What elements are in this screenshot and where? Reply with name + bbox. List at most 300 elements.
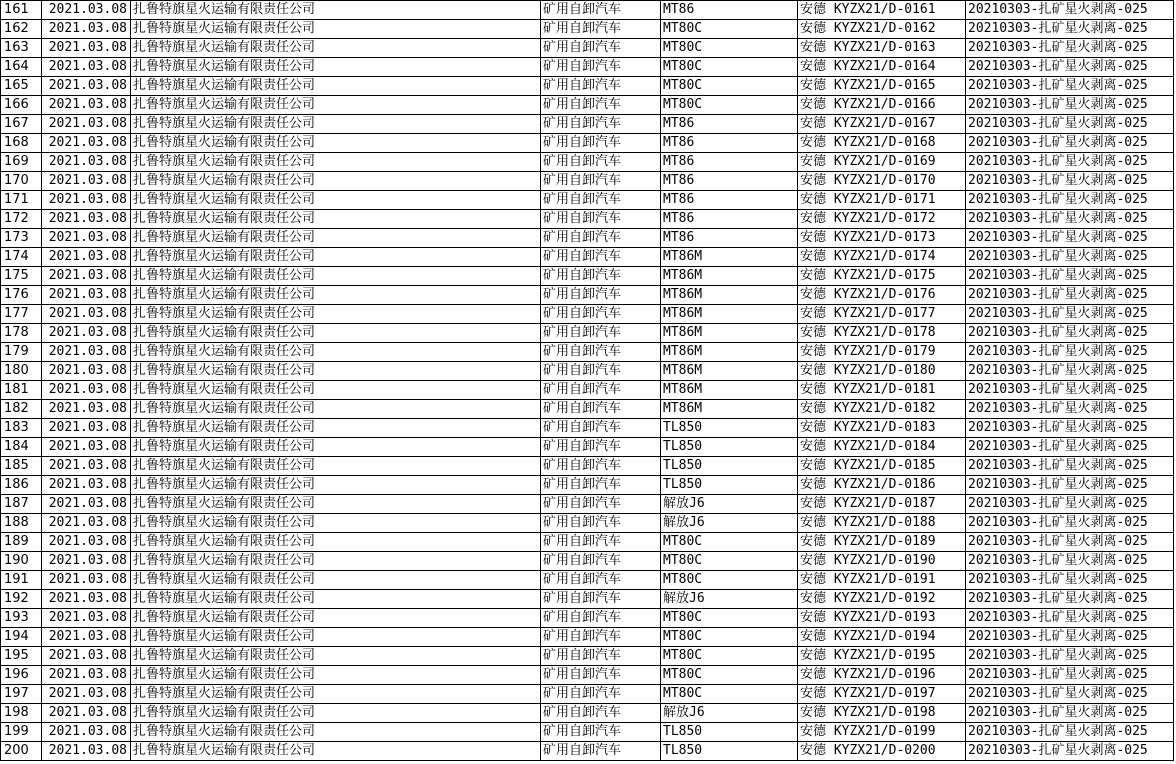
certificate-number-cell[interactable]: 安德 KYZX21/D-0178 — [798, 324, 966, 343]
vehicle-type-cell[interactable]: 矿用自卸汽车 — [541, 609, 661, 628]
certificate-number-cell[interactable]: 安德 KYZX21/D-0175 — [798, 267, 966, 286]
row-number-cell[interactable]: 176 — [1, 286, 42, 305]
model-cell[interactable]: MT86M — [661, 362, 798, 381]
batch-code-cell[interactable]: 20210303-扎矿星火剥离-025 — [966, 628, 1174, 647]
company-cell[interactable]: 扎鲁特旗星火运输有限责任公司 — [131, 685, 541, 704]
table-row — [1, 704, 1174, 723]
row-number-cell[interactable]: 178 — [1, 324, 42, 343]
batch-code-cell[interactable]: 20210303-扎矿星火剥离-025 — [966, 210, 1174, 229]
date-cell[interactable]: 2021.03.08 — [42, 20, 131, 39]
certificate-number-cell[interactable]: 安德 KYZX21/D-0188 — [798, 514, 966, 533]
date-cell[interactable]: 2021.03.08 — [42, 628, 131, 647]
model-cell[interactable]: MT80C — [661, 628, 798, 647]
company-cell[interactable]: 扎鲁特旗星火运输有限责任公司 — [131, 362, 541, 381]
certificate-number-cell[interactable]: 安德 KYZX21/D-0196 — [798, 666, 966, 685]
certificate-number-cell[interactable]: 安德 KYZX21/D-0197 — [798, 685, 966, 704]
model-cell[interactable]: TL850 — [661, 419, 798, 438]
row-number-cell[interactable]: 172 — [1, 210, 42, 229]
company-cell[interactable]: 扎鲁特旗星火运输有限责任公司 — [131, 1, 541, 20]
row-number-cell[interactable]: 192 — [1, 590, 42, 609]
certificate-number-cell[interactable]: 安德 KYZX21/D-0190 — [798, 552, 966, 571]
date-cell[interactable]: 2021.03.08 — [42, 58, 131, 77]
batch-code-cell[interactable]: 20210303-扎矿星火剥离-025 — [966, 571, 1174, 590]
company-cell[interactable]: 扎鲁特旗星火运输有限责任公司 — [131, 438, 541, 457]
vehicle-type-cell[interactable]: 矿用自卸汽车 — [541, 324, 661, 343]
company-cell[interactable]: 扎鲁特旗星火运输有限责任公司 — [131, 419, 541, 438]
model-cell[interactable]: 解放J6 — [661, 590, 798, 609]
model-cell[interactable]: MT86 — [661, 229, 798, 248]
batch-code-cell[interactable]: 20210303-扎矿星火剥离-025 — [966, 305, 1174, 324]
certificate-number-cell[interactable]: 安德 KYZX21/D-0170 — [798, 172, 966, 191]
vehicle-type-cell[interactable]: 矿用自卸汽车 — [541, 457, 661, 476]
model-cell[interactable]: MT86M — [661, 305, 798, 324]
company-cell[interactable]: 扎鲁特旗星火运输有限责任公司 — [131, 514, 541, 533]
company-cell[interactable]: 扎鲁特旗星火运输有限责任公司 — [131, 305, 541, 324]
date-cell[interactable]: 2021.03.08 — [42, 723, 131, 742]
date-cell[interactable]: 2021.03.08 — [42, 191, 131, 210]
row-number-cell[interactable]: 186 — [1, 476, 42, 495]
row-number-cell[interactable]: 187 — [1, 495, 42, 514]
vehicle-type-cell[interactable]: 矿用自卸汽车 — [541, 210, 661, 229]
batch-code-cell[interactable]: 20210303-扎矿星火剥离-025 — [966, 685, 1174, 704]
company-cell[interactable]: 扎鲁特旗星火运输有限责任公司 — [131, 457, 541, 476]
vehicle-type-cell[interactable]: 矿用自卸汽车 — [541, 381, 661, 400]
company-cell[interactable]: 扎鲁特旗星火运输有限责任公司 — [131, 723, 541, 742]
company-cell[interactable]: 扎鲁特旗星火运输有限责任公司 — [131, 647, 541, 666]
table-row — [1, 248, 1174, 267]
model-cell[interactable]: TL850 — [661, 476, 798, 495]
batch-code-cell[interactable]: 20210303-扎矿星火剥离-025 — [966, 324, 1174, 343]
row-number-cell[interactable]: 200 — [1, 742, 42, 761]
batch-code-cell[interactable]: 20210303-扎矿星火剥离-025 — [966, 134, 1174, 153]
table-row — [1, 647, 1174, 666]
vehicle-type-cell[interactable]: 矿用自卸汽车 — [541, 20, 661, 39]
row-number-cell[interactable]: 182 — [1, 400, 42, 419]
batch-code-cell[interactable]: 20210303-扎矿星火剥离-025 — [966, 704, 1174, 723]
certificate-number-cell[interactable]: 安德 KYZX21/D-0172 — [798, 210, 966, 229]
certificate-number-cell[interactable]: 安德 KYZX21/D-0194 — [798, 628, 966, 647]
row-number-cell[interactable]: 171 — [1, 191, 42, 210]
certificate-number-cell[interactable]: 安德 KYZX21/D-0193 — [798, 609, 966, 628]
date-cell[interactable]: 2021.03.08 — [42, 666, 131, 685]
row-number-cell[interactable]: 164 — [1, 58, 42, 77]
batch-code-cell[interactable]: 20210303-扎矿星火剥离-025 — [966, 419, 1174, 438]
date-cell[interactable]: 2021.03.08 — [42, 324, 131, 343]
certificate-number-cell[interactable]: 安德 KYZX21/D-0180 — [798, 362, 966, 381]
model-cell[interactable]: MT80C — [661, 533, 798, 552]
vehicle-type-cell[interactable]: 矿用自卸汽车 — [541, 400, 661, 419]
company-cell[interactable]: 扎鲁特旗星火运输有限责任公司 — [131, 666, 541, 685]
company-cell[interactable]: 扎鲁特旗星火运输有限责任公司 — [131, 571, 541, 590]
certificate-number-cell[interactable]: 安德 KYZX21/D-0198 — [798, 704, 966, 723]
row-number-cell[interactable]: 191 — [1, 571, 42, 590]
date-cell[interactable]: 2021.03.08 — [42, 248, 131, 267]
model-cell[interactable]: MT86M — [661, 400, 798, 419]
company-cell[interactable]: 扎鲁特旗星火运输有限责任公司 — [131, 229, 541, 248]
batch-code-cell[interactable]: 20210303-扎矿星火剥离-025 — [966, 647, 1174, 666]
vehicle-type-cell[interactable]: 矿用自卸汽车 — [541, 1, 661, 20]
model-cell[interactable]: MT80C — [661, 20, 798, 39]
row-number-cell[interactable]: 196 — [1, 666, 42, 685]
certificate-number-cell[interactable]: 安德 KYZX21/D-0165 — [798, 77, 966, 96]
batch-code-cell[interactable]: 20210303-扎矿星火剥离-025 — [966, 400, 1174, 419]
table-row — [1, 172, 1174, 191]
vehicle-type-cell[interactable]: 矿用自卸汽车 — [541, 495, 661, 514]
model-cell[interactable]: MT86 — [661, 115, 798, 134]
certificate-number-cell[interactable]: 安德 KYZX21/D-0184 — [798, 438, 966, 457]
row-number-cell[interactable]: 197 — [1, 685, 42, 704]
company-cell[interactable]: 扎鲁特旗星火运输有限责任公司 — [131, 248, 541, 267]
table-row — [1, 39, 1174, 58]
batch-code-cell[interactable]: 20210303-扎矿星火剥离-025 — [966, 723, 1174, 742]
date-cell[interactable]: 2021.03.08 — [42, 210, 131, 229]
row-number-cell[interactable]: 199 — [1, 723, 42, 742]
model-cell[interactable]: MT80C — [661, 647, 798, 666]
table-row — [1, 723, 1174, 742]
certificate-number-cell[interactable]: 安德 KYZX21/D-0189 — [798, 533, 966, 552]
certificate-number-cell[interactable]: 安德 KYZX21/D-0173 — [798, 229, 966, 248]
row-number-cell[interactable]: 177 — [1, 305, 42, 324]
batch-code-cell[interactable]: 20210303-扎矿星火剥离-025 — [966, 229, 1174, 248]
batch-code-cell[interactable]: 20210303-扎矿星火剥离-025 — [966, 191, 1174, 210]
model-cell[interactable]: MT86 — [661, 210, 798, 229]
model-cell[interactable]: MT86 — [661, 191, 798, 210]
batch-code-cell[interactable]: 20210303-扎矿星火剥离-025 — [966, 590, 1174, 609]
certificate-number-cell[interactable]: 安德 KYZX21/D-0171 — [798, 191, 966, 210]
batch-code-cell[interactable]: 20210303-扎矿星火剥离-025 — [966, 609, 1174, 628]
date-cell[interactable]: 2021.03.08 — [42, 533, 131, 552]
model-cell[interactable]: TL850 — [661, 742, 798, 761]
certificate-number-cell[interactable]: 安德 KYZX21/D-0179 — [798, 343, 966, 362]
company-cell[interactable]: 扎鲁特旗星火运输有限责任公司 — [131, 343, 541, 362]
date-cell[interactable]: 2021.03.08 — [42, 552, 131, 571]
certificate-number-cell[interactable]: 安德 KYZX21/D-0174 — [798, 248, 966, 267]
date-cell[interactable]: 2021.03.08 — [42, 571, 131, 590]
model-cell[interactable]: MT80C — [661, 666, 798, 685]
row-number-cell[interactable]: 188 — [1, 514, 42, 533]
model-cell[interactable]: 解放J6 — [661, 514, 798, 533]
date-cell[interactable]: 2021.03.08 — [42, 229, 131, 248]
vehicle-type-cell[interactable]: 矿用自卸汽车 — [541, 286, 661, 305]
model-cell[interactable]: MT86M — [661, 248, 798, 267]
vehicle-type-cell[interactable]: 矿用自卸汽车 — [541, 58, 661, 77]
batch-code-cell[interactable]: 20210303-扎矿星火剥离-025 — [966, 742, 1174, 761]
vehicle-type-cell[interactable]: 矿用自卸汽车 — [541, 419, 661, 438]
certificate-number-cell[interactable]: 安德 KYZX21/D-0169 — [798, 153, 966, 172]
date-cell[interactable]: 2021.03.08 — [42, 172, 131, 191]
company-cell[interactable]: 扎鲁特旗星火运输有限责任公司 — [131, 400, 541, 419]
batch-code-cell[interactable]: 20210303-扎矿星火剥离-025 — [966, 457, 1174, 476]
row-number-cell[interactable]: 180 — [1, 362, 42, 381]
vehicle-type-cell[interactable]: 矿用自卸汽车 — [541, 685, 661, 704]
row-number-cell[interactable]: 168 — [1, 134, 42, 153]
certificate-number-cell[interactable]: 安德 KYZX21/D-0181 — [798, 381, 966, 400]
row-number-cell[interactable]: 175 — [1, 267, 42, 286]
company-cell[interactable]: 扎鲁特旗星火运输有限责任公司 — [131, 267, 541, 286]
batch-code-cell[interactable]: 20210303-扎矿星火剥离-025 — [966, 381, 1174, 400]
batch-code-cell[interactable]: 20210303-扎矿星火剥离-025 — [966, 533, 1174, 552]
company-cell[interactable]: 扎鲁特旗星火运输有限责任公司 — [131, 704, 541, 723]
certificate-number-cell[interactable]: 安德 KYZX21/D-0187 — [798, 495, 966, 514]
model-cell[interactable]: MT86 — [661, 172, 798, 191]
vehicle-type-cell[interactable]: 矿用自卸汽车 — [541, 343, 661, 362]
batch-code-cell[interactable]: 20210303-扎矿星火剥离-025 — [966, 58, 1174, 77]
table-row — [1, 495, 1174, 514]
table-row — [1, 96, 1174, 115]
date-cell[interactable]: 2021.03.08 — [42, 305, 131, 324]
certificate-number-cell[interactable]: 安德 KYZX21/D-0161 — [798, 1, 966, 20]
model-cell[interactable]: 解放J6 — [661, 704, 798, 723]
vehicle-type-cell[interactable]: 矿用自卸汽车 — [541, 115, 661, 134]
vehicle-type-cell[interactable]: 矿用自卸汽车 — [541, 191, 661, 210]
table-row — [1, 1, 1174, 20]
vehicle-type-cell[interactable]: 矿用自卸汽车 — [541, 229, 661, 248]
vehicle-type-cell[interactable]: 矿用自卸汽车 — [541, 533, 661, 552]
batch-code-cell[interactable]: 20210303-扎矿星火剥离-025 — [966, 514, 1174, 533]
model-cell[interactable]: MT80C — [661, 685, 798, 704]
vehicle-type-cell[interactable]: 矿用自卸汽车 — [541, 134, 661, 153]
company-cell[interactable]: 扎鲁特旗星火运输有限责任公司 — [131, 324, 541, 343]
certificate-number-cell[interactable]: 安德 KYZX21/D-0162 — [798, 20, 966, 39]
row-number-cell[interactable]: 185 — [1, 457, 42, 476]
certificate-number-cell[interactable]: 安德 KYZX21/D-0163 — [798, 39, 966, 58]
company-cell[interactable]: 扎鲁特旗星火运输有限责任公司 — [131, 609, 541, 628]
model-cell[interactable]: MT86M — [661, 343, 798, 362]
row-number-cell[interactable]: 173 — [1, 229, 42, 248]
batch-code-cell[interactable]: 20210303-扎矿星火剥离-025 — [966, 172, 1174, 191]
model-cell[interactable]: MT86 — [661, 1, 798, 20]
date-cell[interactable]: 2021.03.08 — [42, 400, 131, 419]
row-number-cell[interactable]: 193 — [1, 609, 42, 628]
certificate-number-cell[interactable]: 安德 KYZX21/D-0177 — [798, 305, 966, 324]
row-number-cell[interactable]: 169 — [1, 153, 42, 172]
vehicle-type-cell[interactable]: 矿用自卸汽车 — [541, 96, 661, 115]
certificate-number-cell[interactable]: 安德 KYZX21/D-0192 — [798, 590, 966, 609]
date-cell[interactable]: 2021.03.08 — [42, 495, 131, 514]
model-cell[interactable]: MT86M — [661, 381, 798, 400]
company-cell[interactable]: 扎鲁特旗星火运输有限责任公司 — [131, 134, 541, 153]
batch-code-cell[interactable]: 20210303-扎矿星火剥离-025 — [966, 362, 1174, 381]
row-number-cell[interactable]: 179 — [1, 343, 42, 362]
vehicle-type-cell[interactable]: 矿用自卸汽车 — [541, 153, 661, 172]
model-cell[interactable]: MT86 — [661, 153, 798, 172]
certificate-number-cell[interactable]: 安德 KYZX21/D-0185 — [798, 457, 966, 476]
model-cell[interactable]: MT80C — [661, 552, 798, 571]
row-number-cell[interactable]: 190 — [1, 552, 42, 571]
table-row — [1, 685, 1174, 704]
row-number-cell[interactable]: 162 — [1, 20, 42, 39]
model-cell[interactable]: 解放J6 — [661, 495, 798, 514]
table-row — [1, 514, 1174, 533]
date-cell[interactable]: 2021.03.08 — [42, 647, 131, 666]
date-cell[interactable]: 2021.03.08 — [42, 362, 131, 381]
company-cell[interactable]: 扎鲁特旗星火运输有限责任公司 — [131, 172, 541, 191]
row-number-cell[interactable]: 161 — [1, 1, 42, 20]
certificate-number-cell[interactable]: 安德 KYZX21/D-0164 — [798, 58, 966, 77]
table-row — [1, 400, 1174, 419]
company-cell[interactable]: 扎鲁特旗星火运输有限责任公司 — [131, 590, 541, 609]
row-number-cell[interactable]: 166 — [1, 96, 42, 115]
model-cell[interactable]: MT86M — [661, 286, 798, 305]
batch-code-cell[interactable]: 20210303-扎矿星火剥离-025 — [966, 248, 1174, 267]
row-number-cell[interactable]: 198 — [1, 704, 42, 723]
date-cell[interactable]: 2021.03.08 — [42, 609, 131, 628]
row-number-cell[interactable]: 181 — [1, 381, 42, 400]
vehicle-type-cell[interactable]: 矿用自卸汽车 — [541, 590, 661, 609]
certificate-number-cell[interactable]: 安德 KYZX21/D-0183 — [798, 419, 966, 438]
date-cell[interactable]: 2021.03.08 — [42, 153, 131, 172]
vehicle-type-cell[interactable]: 矿用自卸汽车 — [541, 647, 661, 666]
batch-code-cell[interactable]: 20210303-扎矿星火剥离-025 — [966, 77, 1174, 96]
table-row — [1, 20, 1174, 39]
date-cell[interactable]: 2021.03.08 — [42, 96, 131, 115]
vehicle-type-cell[interactable]: 矿用自卸汽车 — [541, 172, 661, 191]
certificate-number-cell[interactable]: 安德 KYZX21/D-0186 — [798, 476, 966, 495]
company-cell[interactable]: 扎鲁特旗星火运输有限责任公司 — [131, 533, 541, 552]
table-row — [1, 58, 1174, 77]
company-cell[interactable]: 扎鲁特旗星火运输有限责任公司 — [131, 476, 541, 495]
vehicle-type-cell[interactable]: 矿用自卸汽车 — [541, 666, 661, 685]
row-number-cell[interactable]: 183 — [1, 419, 42, 438]
date-cell[interactable]: 2021.03.08 — [42, 343, 131, 362]
vehicle-type-cell[interactable]: 矿用自卸汽车 — [541, 362, 661, 381]
company-cell[interactable]: 扎鲁特旗星火运输有限责任公司 — [131, 628, 541, 647]
company-cell[interactable]: 扎鲁特旗星火运输有限责任公司 — [131, 552, 541, 571]
row-number-cell[interactable]: 167 — [1, 115, 42, 134]
certificate-number-cell[interactable]: 安德 KYZX21/D-0168 — [798, 134, 966, 153]
model-cell[interactable]: MT86M — [661, 267, 798, 286]
company-cell[interactable]: 扎鲁特旗星火运输有限责任公司 — [131, 742, 541, 761]
batch-code-cell[interactable]: 20210303-扎矿星火剥离-025 — [966, 666, 1174, 685]
row-number-cell[interactable]: 195 — [1, 647, 42, 666]
table-row — [1, 609, 1174, 628]
row-number-cell[interactable]: 170 — [1, 172, 42, 191]
row-number-cell[interactable]: 165 — [1, 77, 42, 96]
date-cell[interactable]: 2021.03.08 — [42, 267, 131, 286]
company-cell[interactable]: 扎鲁特旗星火运输有限责任公司 — [131, 495, 541, 514]
batch-code-cell[interactable]: 20210303-扎矿星火剥离-025 — [966, 286, 1174, 305]
batch-code-cell[interactable]: 20210303-扎矿星火剥离-025 — [966, 96, 1174, 115]
model-cell[interactable]: MT80C — [661, 58, 798, 77]
date-cell[interactable]: 2021.03.08 — [42, 438, 131, 457]
table-body — [1, 1, 1174, 761]
row-number-cell[interactable]: 184 — [1, 438, 42, 457]
certificate-number-cell[interactable]: 安德 KYZX21/D-0176 — [798, 286, 966, 305]
date-cell[interactable]: 2021.03.08 — [42, 1, 131, 20]
company-cell[interactable]: 扎鲁特旗星火运输有限责任公司 — [131, 153, 541, 172]
company-cell[interactable]: 扎鲁特旗星火运输有限责任公司 — [131, 96, 541, 115]
certificate-number-cell[interactable]: 安德 KYZX21/D-0195 — [798, 647, 966, 666]
company-cell[interactable]: 扎鲁特旗星火运输有限责任公司 — [131, 39, 541, 58]
row-number-cell[interactable]: 174 — [1, 248, 42, 267]
model-cell[interactable]: TL850 — [661, 457, 798, 476]
date-cell[interactable]: 2021.03.08 — [42, 115, 131, 134]
row-number-cell[interactable]: 194 — [1, 628, 42, 647]
company-cell[interactable]: 扎鲁特旗星火运输有限责任公司 — [131, 381, 541, 400]
batch-code-cell[interactable]: 20210303-扎矿星火剥离-025 — [966, 343, 1174, 362]
certificate-number-cell[interactable]: 安德 KYZX21/D-0182 — [798, 400, 966, 419]
date-cell[interactable]: 2021.03.08 — [42, 457, 131, 476]
batch-code-cell[interactable]: 20210303-扎矿星火剥离-025 — [966, 552, 1174, 571]
batch-code-cell[interactable]: 20210303-扎矿星火剥离-025 — [966, 20, 1174, 39]
vehicle-type-cell[interactable]: 矿用自卸汽车 — [541, 248, 661, 267]
vehicle-type-cell[interactable]: 矿用自卸汽车 — [541, 514, 661, 533]
company-cell[interactable]: 扎鲁特旗星火运输有限责任公司 — [131, 115, 541, 134]
date-cell[interactable]: 2021.03.08 — [42, 77, 131, 96]
batch-code-cell[interactable]: 20210303-扎矿星火剥离-025 — [966, 115, 1174, 134]
company-cell[interactable]: 扎鲁特旗星火运输有限责任公司 — [131, 286, 541, 305]
model-cell[interactable]: MT80C — [661, 96, 798, 115]
row-number-cell[interactable]: 163 — [1, 39, 42, 58]
company-cell[interactable]: 扎鲁特旗星火运输有限责任公司 — [131, 77, 541, 96]
table-row — [1, 153, 1174, 172]
date-cell[interactable]: 2021.03.08 — [42, 742, 131, 761]
table-row — [1, 286, 1174, 305]
vehicle-type-cell[interactable]: 矿用自卸汽车 — [541, 476, 661, 495]
company-cell[interactable]: 扎鲁特旗星火运输有限责任公司 — [131, 20, 541, 39]
batch-code-cell[interactable]: 20210303-扎矿星火剥离-025 — [966, 267, 1174, 286]
model-cell[interactable]: MT80C — [661, 77, 798, 96]
batch-code-cell[interactable]: 20210303-扎矿星火剥离-025 — [966, 438, 1174, 457]
date-cell[interactable]: 2021.03.08 — [42, 419, 131, 438]
vehicle-type-cell[interactable]: 矿用自卸汽车 — [541, 39, 661, 58]
model-cell[interactable]: MT80C — [661, 609, 798, 628]
model-cell[interactable]: TL850 — [661, 723, 798, 742]
vehicle-type-cell[interactable]: 矿用自卸汽车 — [541, 305, 661, 324]
certificate-number-cell[interactable]: 安德 KYZX21/D-0167 — [798, 115, 966, 134]
vehicle-type-cell[interactable]: 矿用自卸汽车 — [541, 267, 661, 286]
vehicle-type-cell[interactable]: 矿用自卸汽车 — [541, 628, 661, 647]
date-cell[interactable]: 2021.03.08 — [42, 476, 131, 495]
date-cell[interactable]: 2021.03.08 — [42, 514, 131, 533]
date-cell[interactable]: 2021.03.08 — [42, 381, 131, 400]
model-cell[interactable]: MT86M — [661, 324, 798, 343]
row-number-cell[interactable]: 189 — [1, 533, 42, 552]
company-cell[interactable]: 扎鲁特旗星火运输有限责任公司 — [131, 191, 541, 210]
date-cell[interactable]: 2021.03.08 — [42, 704, 131, 723]
model-cell[interactable]: MT80C — [661, 571, 798, 590]
date-cell[interactable]: 2021.03.08 — [42, 286, 131, 305]
batch-code-cell[interactable]: 20210303-扎矿星火剥离-025 — [966, 153, 1174, 172]
date-cell[interactable]: 2021.03.08 — [42, 134, 131, 153]
batch-code-cell[interactable]: 20210303-扎矿星火剥离-025 — [966, 476, 1174, 495]
company-cell[interactable]: 扎鲁特旗星火运输有限责任公司 — [131, 210, 541, 229]
batch-code-cell[interactable]: 20210303-扎矿星火剥离-025 — [966, 39, 1174, 58]
company-cell[interactable]: 扎鲁特旗星火运输有限责任公司 — [131, 58, 541, 77]
certificate-number-cell[interactable]: 安德 KYZX21/D-0166 — [798, 96, 966, 115]
certificate-number-cell[interactable]: 安德 KYZX21/D-0191 — [798, 571, 966, 590]
date-cell[interactable]: 2021.03.08 — [42, 39, 131, 58]
vehicle-type-cell[interactable]: 矿用自卸汽车 — [541, 77, 661, 96]
table-row — [1, 115, 1174, 134]
certificate-number-cell[interactable]: 安德 KYZX21/D-0200 — [798, 742, 966, 761]
date-cell[interactable]: 2021.03.08 — [42, 685, 131, 704]
vehicle-type-cell[interactable]: 矿用自卸汽车 — [541, 704, 661, 723]
vehicle-type-cell[interactable]: 矿用自卸汽车 — [541, 742, 661, 761]
table-row — [1, 590, 1174, 609]
vehicle-type-cell[interactable]: 矿用自卸汽车 — [541, 552, 661, 571]
model-cell[interactable]: MT86 — [661, 134, 798, 153]
model-cell[interactable]: MT80C — [661, 39, 798, 58]
vehicle-type-cell[interactable]: 矿用自卸汽车 — [541, 723, 661, 742]
vehicle-type-cell[interactable]: 矿用自卸汽车 — [541, 571, 661, 590]
vehicle-type-cell[interactable]: 矿用自卸汽车 — [541, 438, 661, 457]
date-cell[interactable]: 2021.03.08 — [42, 590, 131, 609]
model-cell[interactable]: TL850 — [661, 438, 798, 457]
batch-code-cell[interactable]: 20210303-扎矿星火剥离-025 — [966, 1, 1174, 20]
certificate-number-cell[interactable]: 安德 KYZX21/D-0199 — [798, 723, 966, 742]
batch-code-cell[interactable]: 20210303-扎矿星火剥离-025 — [966, 495, 1174, 514]
